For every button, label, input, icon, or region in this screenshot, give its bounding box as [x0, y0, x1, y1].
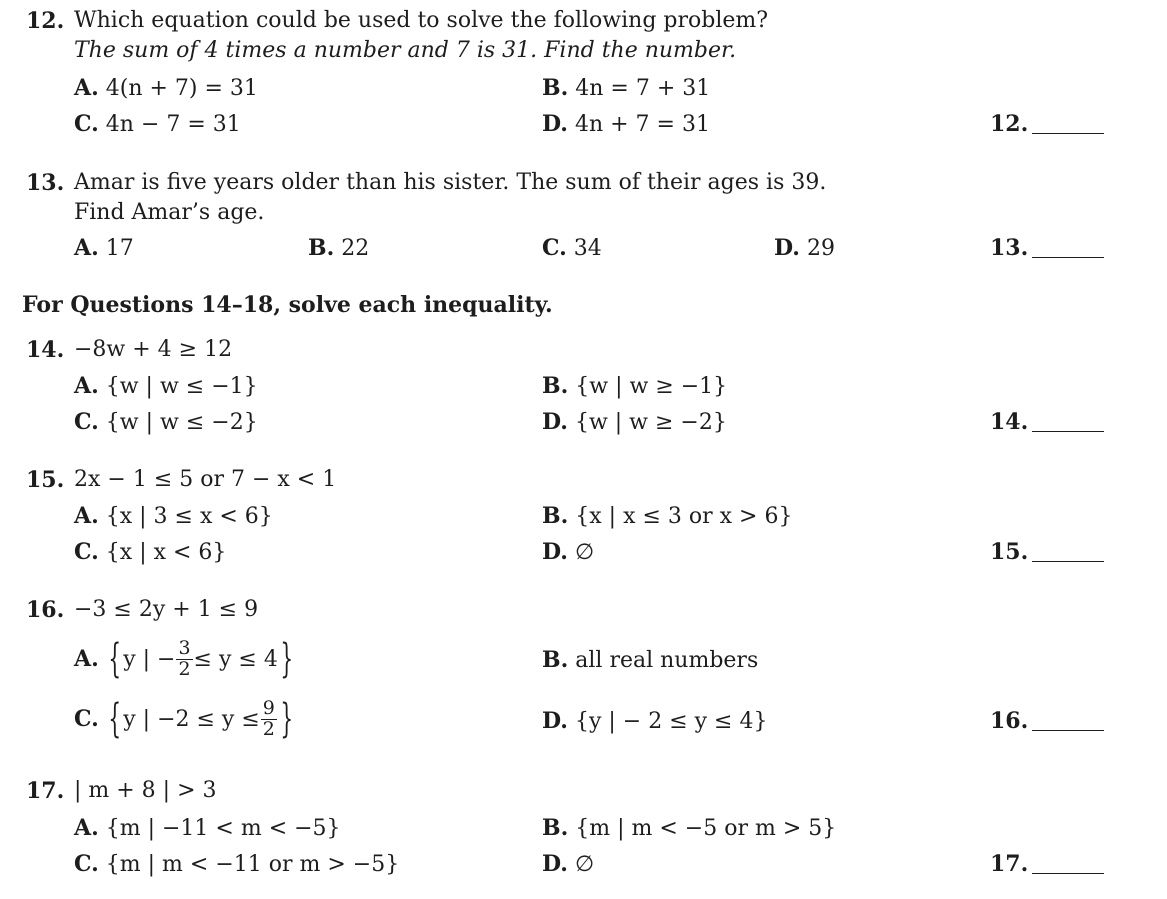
question-15-option-c[interactable]: C. {x | x < 6} [74, 539, 227, 565]
question-12-number: 12. [26, 8, 65, 34]
question-16-stem: −3 ≤ 2y + 1 ≤ 9 [74, 597, 259, 622]
close-brace: } [280, 636, 293, 682]
section-heading: For Questions 14–18, solve each inequality. [22, 292, 553, 318]
answer-blank-12[interactable]: 12. [990, 111, 1104, 137]
question-13-number: 13. [26, 170, 65, 196]
question-13-option-c[interactable]: C. 34 [542, 235, 602, 261]
answer-blank-15[interactable]: 15. [990, 539, 1104, 565]
question-15-option-a[interactable]: A. {x | 3 ≤ x < 6} [74, 503, 273, 529]
question-16-number: 16. [26, 597, 65, 623]
question-16-option-c[interactable]: C. { y | −2 ≤ y ≤ $\frac{9}{2}$ } [74, 696, 293, 742]
question-14-number: 14. [26, 337, 65, 363]
answer-blank-17[interactable]: 17. [990, 851, 1104, 877]
question-15-stem: 2x − 1 ≤ 5 or 7 − x < 1 [74, 467, 337, 492]
question-14-option-a[interactable]: A. {w | w ≤ −1} [74, 373, 258, 399]
question-16-option-d[interactable]: D. {y | − 2 ≤ y ≤ 4} [542, 708, 768, 734]
question-14-option-d[interactable]: D. {w | w ≥ −2} [542, 409, 727, 435]
question-17-option-c[interactable]: C. {m | m < −11 or m > −5} [74, 851, 400, 877]
answer-line[interactable] [1032, 257, 1104, 258]
question-14-option-b[interactable]: B. {w | w ≥ −1} [542, 373, 728, 399]
question-17-option-b[interactable]: B. {m | m < −5 or m > 5} [542, 815, 837, 841]
question-12-stem: Which equation could be used to solve the following problem? [74, 8, 769, 33]
question-17-number: 17. [26, 778, 65, 804]
close-brace: } [280, 696, 293, 742]
answer-line[interactable] [1032, 561, 1104, 562]
question-12-option-d[interactable]: D. 4n + 7 = 31 [542, 111, 710, 137]
question-13-option-d[interactable]: D. 29 [774, 235, 835, 261]
question-13-stem-line2: Find Amar’s age. [74, 200, 265, 225]
question-12-option-c[interactable]: C. 4n − 7 = 31 [74, 111, 241, 137]
answer-line[interactable] [1032, 730, 1104, 731]
open-brace: { [108, 696, 121, 742]
question-15-option-d[interactable]: D. ∅ [542, 539, 595, 565]
question-12-problem: The sum of 4 times a number and 7 is 31. Find the number. [74, 38, 737, 63]
question-14-option-c[interactable]: C. {w | w ≤ −2} [74, 409, 258, 435]
question-13-stem: Amar is five years older than his sister. The sum of their ages is 39. [74, 170, 827, 195]
fraction: $\frac{9}{2}$ [262, 696, 275, 740]
answer-line[interactable] [1032, 133, 1104, 134]
answer-line[interactable] [1032, 873, 1104, 874]
question-17-stem: | m + 8 | > 3 [74, 778, 217, 803]
answer-line[interactable] [1032, 431, 1104, 432]
question-16-option-b[interactable]: B. all real numbers [542, 647, 759, 673]
question-17-option-a[interactable]: A. {m | −11 < m < −5} [74, 815, 341, 841]
question-12-option-b[interactable]: B. 4n = 7 + 31 [542, 75, 711, 101]
answer-blank-13[interactable]: 13. [990, 235, 1104, 261]
open-brace: { [108, 636, 121, 682]
answer-blank-16[interactable]: 16. [990, 708, 1104, 734]
question-15-option-b[interactable]: B. {x | x ≤ 3 or x > 6} [542, 503, 793, 529]
answer-blank-14[interactable]: 14. [990, 409, 1104, 435]
question-13-option-a[interactable]: A. 17 [74, 235, 134, 261]
question-13-option-b[interactable]: B. 22 [308, 235, 370, 261]
fraction: $\frac{3}{2}$ [178, 636, 191, 680]
question-12-option-a[interactable]: A. 4(n + 7) = 31 [74, 75, 258, 101]
question-14-stem: −8w + 4 ≥ 12 [74, 337, 233, 362]
question-17-option-d[interactable]: D. ∅ [542, 851, 595, 877]
question-16-option-a[interactable]: A. { y | − $\frac{3}{2}$ ≤ y ≤ 4 } [74, 636, 293, 682]
question-15-number: 15. [26, 467, 65, 493]
